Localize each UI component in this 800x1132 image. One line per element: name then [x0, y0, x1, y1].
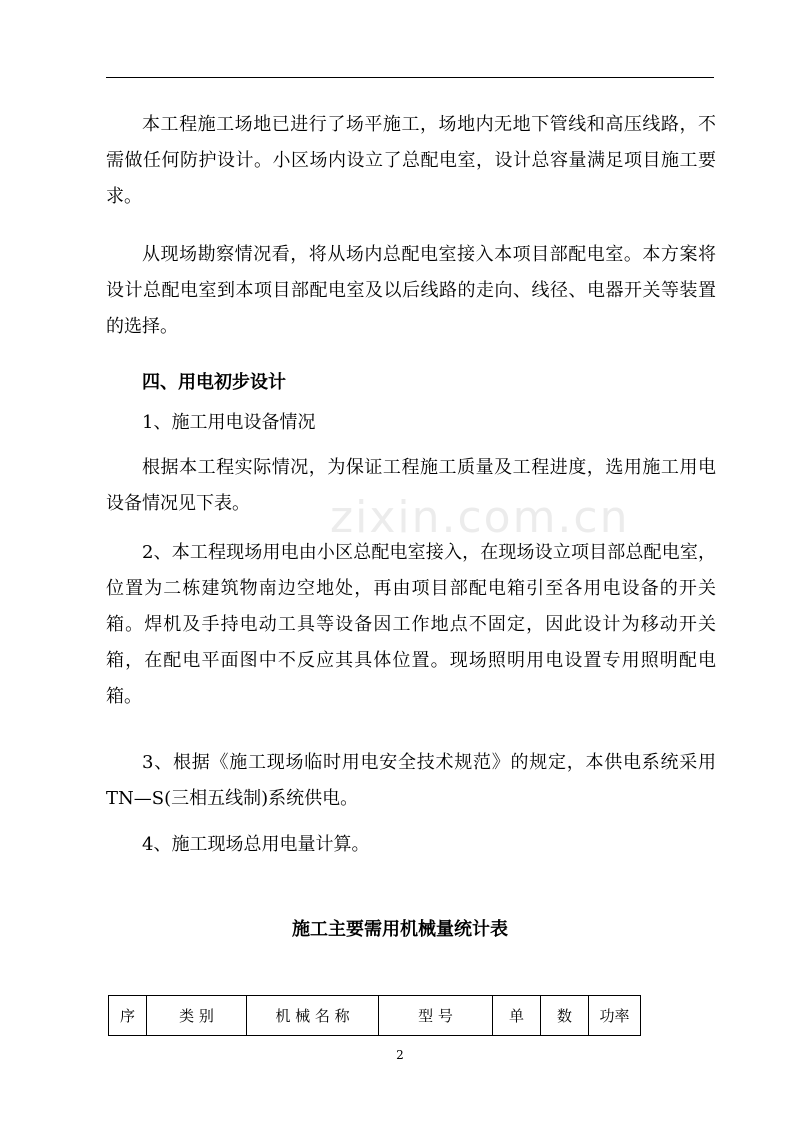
item-equipment-status: 1、施工用电设备情况: [142, 412, 316, 433]
paragraph-site-conditions: 本工程施工场地已进行了场平施工，场地内无地下管线和高压线路，不需做任何防护设计。小区场内设立了总配电室，设计总容量满足项目施工要求。: [106, 114, 716, 207]
item-total-load-calculation: 4、施工现场总用电量计算。: [142, 834, 370, 855]
table-title: 施工主要需用机械量统计表: [292, 919, 508, 940]
header-cell-machine-name: 机 械 名 称: [247, 996, 379, 1036]
header-rule: [106, 77, 714, 78]
table-header-row: [109, 996, 641, 1036]
header-cell-quantity: 数: [541, 996, 589, 1036]
header-cell-model: 型 号: [379, 996, 493, 1036]
paragraph-distribution-layout: 2、本工程现场用电由小区总配电室接入，在现场设立项目部总配电室，位置为二栋建筑物南边空地处，再由项目部配电箱引至各用电设备的开关箱。焊机及手持电动工具等设备因工作地点不固定，因此设计为移动开关箱，在配电平面图中不反应其具体位置。现场照明用电设置专用照明配电箱。: [106, 542, 716, 707]
paragraph-power-source: 从现场勘察情况看，将从场内总配电室接入本项目部配电室。本方案将设计总配电室到本项目部配电室及以后线路的走向、线径、电器开关等装置的选择。: [106, 244, 716, 337]
header-cell-index: 序: [109, 996, 147, 1036]
page-number: 2: [396, 1048, 404, 1062]
paragraph-tn-s-system: 3、根据《施工现场临时用电安全技术规范》的规定，本供电系统采用 TN—S(三相五线制)系统供电。: [106, 752, 716, 809]
section-heading-power-design: 四、用电初步设计: [142, 372, 286, 393]
header-cell-unit: 单: [493, 996, 541, 1036]
watermark: zixin.com.cn: [330, 492, 630, 543]
header-cell-category: 类 别: [147, 996, 247, 1036]
header-cell-power: 功率: [589, 996, 641, 1036]
paragraph-equipment-selection: 根据本工程实际情况，为保证工程施工质量及工程进度，选用施工用电设备情况见下表。: [106, 457, 716, 514]
machinery-statistics-table: [108, 995, 641, 1036]
